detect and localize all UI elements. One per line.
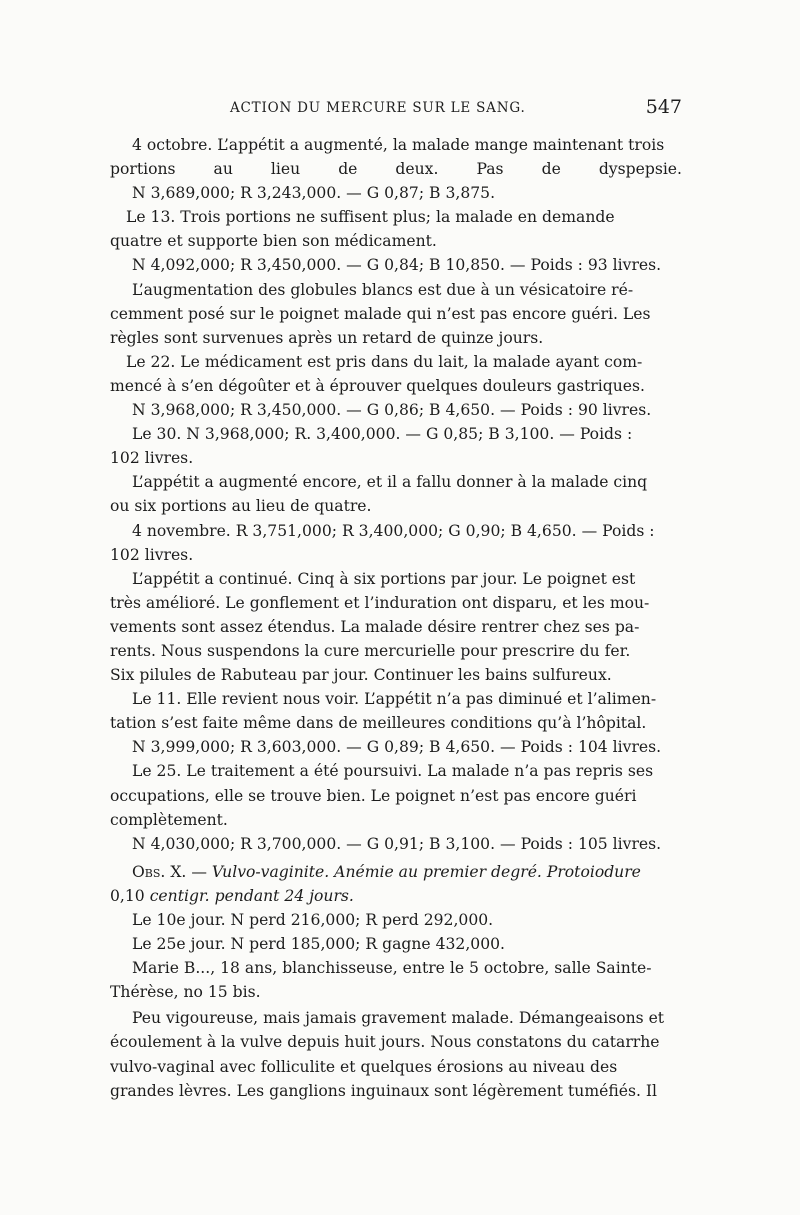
- observation-title: Vulvo-vaginite. Anémie au premier degré. Protoiodure: [211, 862, 641, 881]
- text-line: 102 livres.: [110, 449, 194, 468]
- measurement-line: N 3,999,000; R 3,603,000. — G 0,89; B 4,650. — Poids : 104 livres.: [132, 738, 662, 757]
- text-line: cemment posé sur le poignet malade qui n’est pas encore guéri. Les: [110, 304, 651, 323]
- text-line: portions au lieu de deux. Pas de dyspepsie.: [110, 160, 682, 179]
- text-line: Marie B..., 18 ans, blanchisseuse, entre le 5 octobre, salle Sainte-: [132, 959, 652, 978]
- text-line: règles sont survenues après un retard de quinze jours.: [110, 328, 544, 347]
- text-line: Thérèse, no 15 bis.: [110, 983, 261, 1002]
- page-header: [110, 96, 682, 122]
- text-line: occupations, elle se trouve bien. Le poignet n’est pas encore guéri: [110, 786, 637, 805]
- text-line: Le 13. Trois portions ne suffisent plus; la malade en demande: [126, 208, 615, 227]
- measurement-line: 4 novembre. R 3,751,000; R 3,400,000; G 0,90; B 4,650. — Poids :: [132, 521, 655, 540]
- text-line: L’appétit a augmenté encore, et il a fallu donner à la malade cinq: [132, 473, 648, 492]
- text-line: L’appétit a continué. Cinq à six portions par jour. Le poignet est: [132, 569, 636, 588]
- measurement-line: N 3,968,000; R 3,450,000. — G 0,86; B 4,650. — Poids : 90 livres.: [132, 401, 652, 420]
- text-line: mencé à s’en dégoûter et à éprouver quelques douleurs gastriques.: [110, 376, 645, 395]
- text-line: ou six portions au lieu de quatre.: [110, 497, 372, 516]
- text-line: quatre et supporte bien son médicament.: [110, 232, 437, 251]
- text-line: écoulement à la vulve depuis huit jours. Nous constatons du catarrhe: [110, 1033, 660, 1052]
- text-line: rents. Nous suspendons la cure mercurielle pour prescrire du fer.: [110, 641, 631, 660]
- measurement-line: Le 10e jour. N perd 216,000; R perd 292,000.: [132, 911, 494, 929]
- measurement-line: Le 30. N 3,968,000; R. 3,400,000. — G 0,85; B 3,100. — Poids :: [132, 425, 633, 444]
- text-line: Peu vigoureuse, mais jamais gravement malade. Démangeaisons et: [132, 1009, 665, 1028]
- text-line: L’augmentation des globules blancs est due à un vésicatoire ré-: [132, 280, 634, 299]
- text-line: Le 22. Le médicament est pris dans du lait, la malade ayant com-: [126, 352, 643, 371]
- text-line: Le 25. Le traitement a été poursuivi. La malade n’a pas repris ses: [132, 762, 654, 781]
- text-line: 102 livres.: [110, 545, 194, 564]
- text-line: très amélioré. Le gonflement et l’induration ont disparu, et les mou-: [110, 593, 650, 612]
- text-line: grandes lèvres. Les ganglions inguinaux sont légèrement tuméfiés. Il: [110, 1081, 658, 1100]
- text-line: vulvo-vaginal avec folliculite et quelques érosions au niveau des: [110, 1057, 618, 1076]
- text-line: Six pilules de Rabuteau par jour. Continuer les bains sulfureux.: [110, 666, 612, 685]
- measurement-line: N 4,030,000; R 3,700,000. — G 0,91; B 3,100. — Poids : 105 livres.: [132, 834, 662, 853]
- observation-heading-continued: [110, 884, 682, 908]
- text-line: Le 11. Elle revient nous voir. L’appétit n’a pas diminué et l’alimen-: [132, 690, 657, 709]
- observation-heading: [110, 860, 682, 884]
- page-number: 547: [645, 96, 682, 118]
- measurement-line: N 3,689,000; R 3,243,000. — G 0,87; B 3,875.: [132, 184, 496, 203]
- observation-dose: 0,10: [110, 886, 145, 905]
- measurement-line: Le 25e jour. N perd 185,000; R gagne 432,000.: [132, 935, 506, 954]
- observation-label: Obs. X. —: [132, 862, 207, 881]
- measurement-line: N 4,092,000; R 3,450,000. — G 0,84; B 10,850. — Poids : 93 livres.: [132, 256, 662, 275]
- observation-duration: centigr. pendant 24 jours.: [149, 886, 354, 905]
- text-line: complètement.: [110, 810, 228, 829]
- text-line: tation s’est faite même dans de meilleures conditions qu’à l’hôpital.: [110, 714, 647, 733]
- text-line: vements sont assez étendus. La malade désire rentrer chez ses pa-: [110, 617, 640, 636]
- page-body: [110, 133, 682, 1103]
- text-line: 4 octobre. L’appétit a augmenté, la malade mange maintenant trois: [132, 136, 665, 154]
- running-title: ACTION DU MERCURE SUR LE SANG.: [230, 100, 526, 116]
